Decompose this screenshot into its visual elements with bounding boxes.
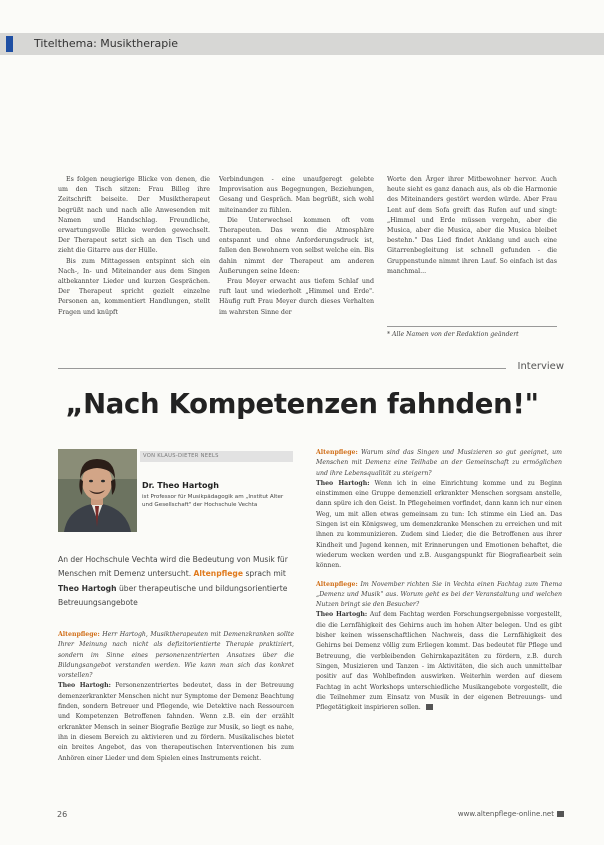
- intro-brand: Altenpflege: [193, 569, 244, 579]
- section-title: Titelthema: Musiktherapie: [34, 37, 179, 50]
- footer-url-text: www.altenpflege-online.net: [457, 810, 554, 818]
- name-credit: * Alle Namen von der Redaktion geändert: [387, 331, 519, 338]
- question-text: Im November richten Sie in Vechta einen Fachtag zum Thema „Demenz und Musik" aus. Worum geht es bei der Veranstaltung und welchen Nutzen bringt sie den Besucher?: [316, 580, 563, 609]
- answer-1: [316, 479, 562, 572]
- question-2: [316, 580, 562, 611]
- section-label: Interview: [517, 361, 564, 372]
- question-1: [316, 448, 562, 479]
- answer-text: Auf dem Fachtag werden Forschungsergebnisse vorgestellt, die die Lernfähigkeit des Gehirns auch im hohen Alter belegen. Und es gibt bisher keinen wissenschaftlichen Nachweis, dass die Lernfähigkeit des Gehirns bei Demenz völlig zum Erliegen kommt. Das bedeutet für Pflege und Betreuung, die verbleibenden Gehirnkapazitäten zu fördern, z.B. durch Singen, Musizieren und Tanzen - im Aktivitäten, die sich auch unmittelbar positiv auf das Wohlbefinden auswirken. Weiterhin werden auf diesem Fachtag in acht Workshops unterschiedliche Musikangebote vorgestellt, die die Teilnehmer zum Einsatz von Musik in der eigenen Betreuungs- und Pflegetätigkeit inspirieren sollen.: [316, 611, 563, 712]
- end-mark: [426, 704, 433, 710]
- question-label: Altenpflege:: [58, 631, 100, 638]
- paragraph: Bis zum Mittagessen entspinnt sich ein Nach-, In- und Miteinander aus dem Singen altbekannter Lieder und kurzen Gesprächen. Der Therapeut spricht gezielt einzelne Personen an, kommentiert Handlungen, stellt Fragen und knüpft: [58, 257, 210, 316]
- paragraph: Es folgen neugierige Blicke von denen, die um den Tisch sitzen: Frau Billeg ihre Zeitschrift beiseite. Der Musiktherapeut begrüßt nach und nach alle Anwesenden mit Namen und Handschlag. Freundliche, erwartungsvolle Blicke werden gewechselt. Der Therapeut setzt sich an den Tisch und zieht die Gitarre aus der Hülle.: [58, 176, 210, 255]
- paragraph: Die Unterwechsel kommen oft vom Therapeuten. Das wenn die Atmosphäre entspannt und ohne Anforderungsdruck ist, fallen den Bewohnern von selbst welche ein. Bis dahin nimmt der Therapeut am anderen Äußerungen seine Ideen:: [219, 216, 374, 275]
- header-accent-mark: [6, 36, 13, 52]
- story-column-3: [387, 175, 557, 277]
- answer-text: Personenzentriertes bedeutet, dass in der Betreuung demenzerkrankter Menschen nicht nur Symptome der Demenz Beachtung finden, sondern Betreuer und Pflegende, wie Detektive nach Ressourcen und Kompetenzen Betroffenen fahnden. Wenn z.B. ein der erzählt erkrankter Mensch in seiner Biografie Bezüge zur Musik, so liegt es nahe, ihn in diesem Bereich zu aktivieren und zu fördern. Musikalisches bietet ein breites Angebot, das von therapeutischen Interventionen bis zum Anhören einer Lieder und dem Spielen eines Instruments reicht.: [58, 682, 294, 762]
- headline: „Nach Kompetenzen fahnden!": [65, 388, 539, 420]
- paragraph: Worte den Ärger ihrer Mitbewohner hervor. Auch heute sieht es ganz danach aus, als ob die Harmonie des Miteinanders gestört werden würde. Aber Frau Lent auf dem Sofa greift das Rufen auf und singt: „Himmel und Erde müssen vergehn, aber die Musica, aber die Musica, aber die Musica bleibet bestehn." Das Lied findet Anklang und auch eine Gitarrenbegleitung ist schnell gefunden - die Gruppenstunde nimmt ihren Lauf. So einfach ist das manchmal...: [387, 176, 557, 275]
- answer-label: Theo Hartogh:: [58, 682, 111, 690]
- interview-column-right: [316, 448, 562, 713]
- question-1: [58, 630, 294, 681]
- question-label: Altenpflege:: [316, 580, 358, 588]
- story-column-1: [58, 175, 210, 318]
- paragraph: Verbindungen - eine unaufgeregt gelebte Improvisation aus Begegnungen, Beziehungen, Gesang und Gespräch. Man begrüßt, sich wohl miteinander zu fühlen.: [219, 176, 374, 214]
- portrait-illustration: [58, 449, 137, 532]
- intro-part-1: An der Hochschule Vechta wird die Bedeutung von Musik für Menschen mit Demenz untersucht.: [58, 555, 288, 579]
- interviewee-name: Dr. Theo Hartogh: [142, 481, 219, 490]
- answer-2: [316, 610, 562, 713]
- answer-label: Theo Hartogh:: [316, 479, 370, 487]
- question-text: Warum sind das Singen und Musizieren so gut geeignet, um Menschen mit Demenz eine Teilhabe an der Gemeinschaft zu ermöglichen und ihre Lebensqualität zu steigern?: [316, 449, 562, 477]
- answer-label: Theo Hartogh:: [316, 611, 368, 619]
- footer-end-mark: [557, 811, 564, 817]
- intro-name: Theo Hartogh: [58, 583, 117, 593]
- answer-text: Wenn ich in eine Einrichtung komme und zu Beginn einstimmen eine Gruppe demenziell erkrankter Menschen sorgsam anstelle, dann spüre ich den Geist. In Pflegeheimen vorfindet, dann kann ich nur einen Weg, um mit allen etwas gemeinsam zu tun: Ich stimme ein Lied an. Das Singen ist ein Königsweg, um demenzkranke Menschen zu erreichen und mit ihnen zu kommunizieren. Zudem sind Lieder, die die Betroffenen aus ihrer Kindheit und Jugend kennen, mit Erinnerungen und Emotionen behaftet, die wiederum wecken werden und z.B. Ausgangspunkt für Biografiearbeit sein können.: [316, 479, 562, 570]
- story-column-2: [219, 175, 374, 318]
- intro-text: [58, 553, 294, 610]
- page-number: 26: [57, 810, 68, 819]
- question-label: Altenpflege:: [316, 449, 358, 456]
- credit-divider: [387, 326, 557, 327]
- answer-1: [58, 681, 294, 763]
- interview-column-left: [58, 630, 294, 764]
- intro-part-2: sprach mit: [245, 569, 286, 579]
- byline: VON KLAUS-DIETER NEELS: [140, 451, 293, 462]
- question-text: Herr Hartogh, Musiktherapeuten mit Demenzkranken sollte Ihrer Meinung nach nicht als defizitorientierte Therapie praktiziert, sondern im Sinne eines personenzentrierten Ansatzes über die Bildungsangebot verstanden werden. Wie kann man sich das konkret vorstellen?: [58, 631, 295, 680]
- interviewee-photo: [58, 449, 137, 532]
- footer-url: [458, 810, 564, 818]
- intro-part-3: über therapeutische und bildungsorientierte Betreuungsangebote: [58, 583, 288, 607]
- section-divider: [58, 368, 506, 369]
- interviewee-bio: ist Professor für Musikpädagogik am „Institut Alter und Gesellschaft" der Hochschule Vechta: [142, 494, 284, 508]
- paragraph: Frau Meyer erwacht aus tiefem Schlaf und ruft laut und wiederholt „Himmel und Erde". Häufig ruft Frau Meyer durch dieses Verhalten im wahrsten Sinne der: [219, 278, 374, 316]
